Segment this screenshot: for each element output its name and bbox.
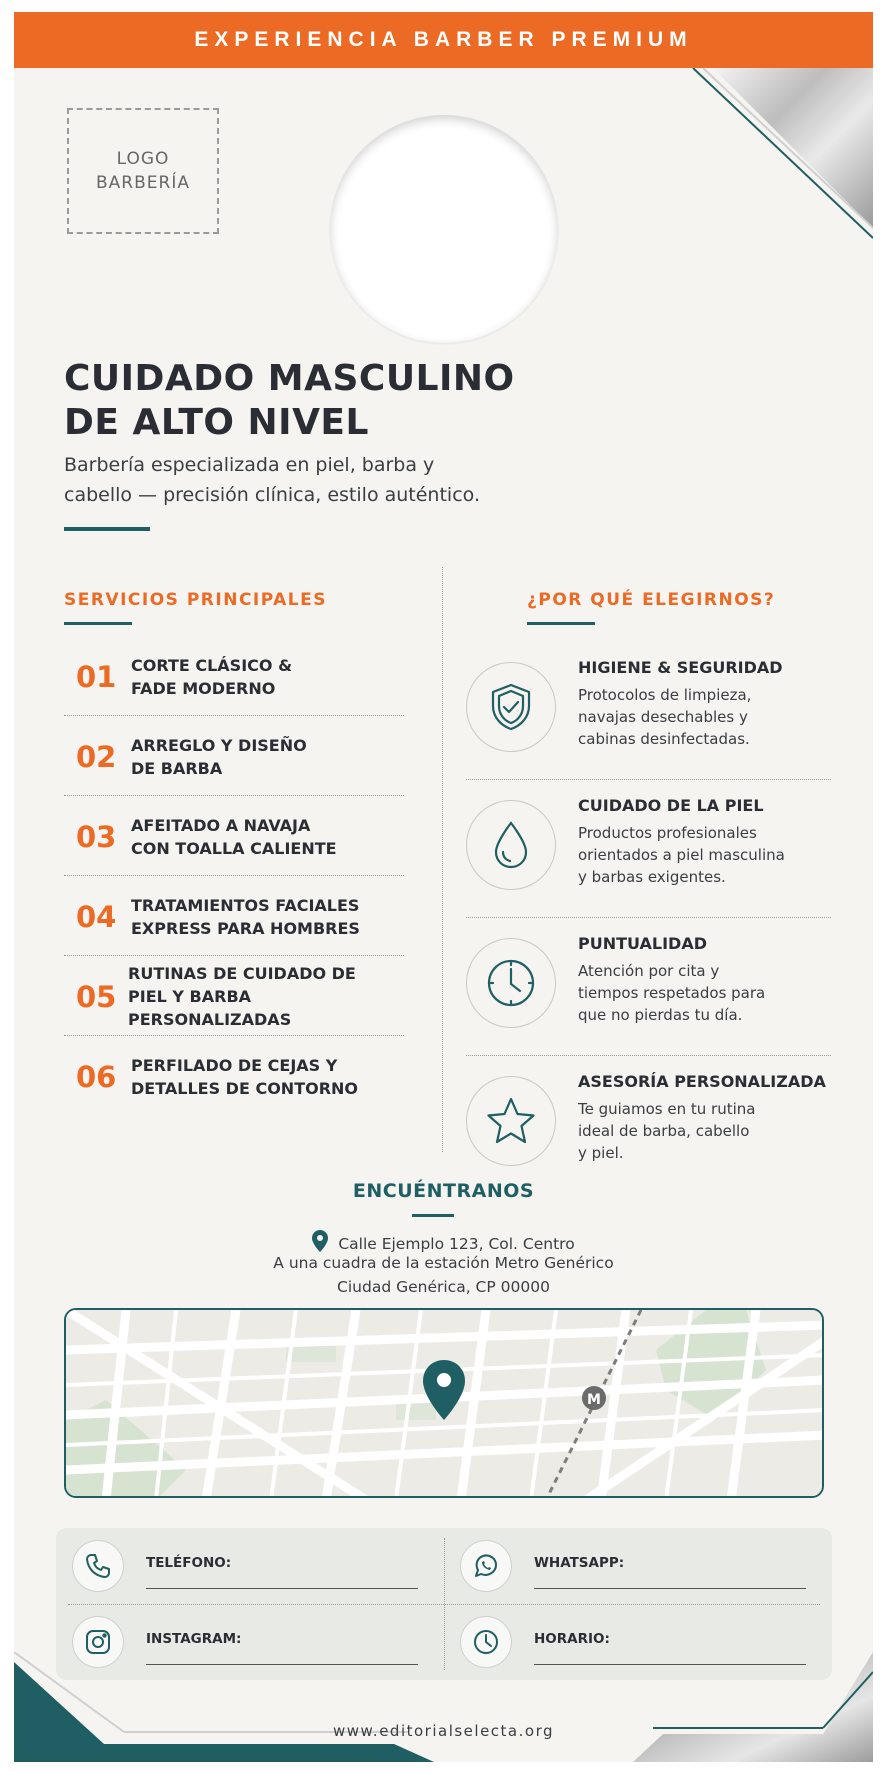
whatsapp-write-line xyxy=(534,1588,806,1589)
whatsapp-icon xyxy=(460,1540,512,1592)
service-line: RUTINAS DE CUIDADO DE xyxy=(128,964,356,983)
why-item-hygiene xyxy=(466,642,831,780)
phone-icon xyxy=(72,1540,124,1592)
why-item-advice xyxy=(466,1056,831,1194)
door-hanger-card xyxy=(14,12,873,1762)
service-label xyxy=(131,734,307,780)
why-desc-line: Productos profesionales xyxy=(578,824,757,842)
service-number: 03 xyxy=(76,819,117,854)
why-desc-line: navajas desechables y xyxy=(578,708,748,726)
top-banner: EXPERIENCIA BARBER PREMIUM xyxy=(14,12,873,68)
map-graphic xyxy=(66,1310,824,1498)
corner-metal-decoration xyxy=(633,1652,873,1762)
subtitle xyxy=(64,450,524,510)
why-title: ¿POR QUÉ ELEGIRNOS? xyxy=(527,590,776,610)
service-number: 01 xyxy=(76,659,117,694)
why-item-desc xyxy=(578,684,828,750)
why-desc-line: ideal de barba, cabello xyxy=(578,1122,750,1140)
address-line-1 xyxy=(14,1230,873,1253)
service-number: 05 xyxy=(76,979,117,1014)
why-item-title: PUNTUALIDAD xyxy=(578,934,707,953)
why-desc-line: tiempos respetados para xyxy=(578,984,766,1002)
clock-icon xyxy=(460,1616,512,1668)
service-label xyxy=(131,814,337,860)
why-desc-line: Atención por cita y xyxy=(578,962,720,980)
service-label xyxy=(131,654,292,700)
headline-line-2: DE ALTO NIVEL xyxy=(64,402,369,443)
service-line: FADE MODERNO xyxy=(131,678,276,698)
service-number: 06 xyxy=(76,1060,117,1094)
corner-metal-decoration xyxy=(673,68,873,248)
clock-icon xyxy=(466,938,556,1028)
service-label xyxy=(128,962,404,1031)
service-line: AFEITADO A NAVAJA xyxy=(131,815,311,835)
title-underline xyxy=(64,527,150,531)
hours-label: HORARIO: xyxy=(534,1631,610,1647)
location-pin-icon xyxy=(312,1230,328,1252)
address-street: Calle Ejemplo 123, Col. Centro xyxy=(338,1235,575,1253)
service-line: CON TOALLA CALIENTE xyxy=(131,838,337,858)
phone-write-line xyxy=(146,1588,418,1589)
service-line: EXPRESS PARA HOMBRES xyxy=(131,918,360,938)
why-desc-line: y barbas exigentes. xyxy=(578,868,726,886)
why-item-title: HIGIENE & SEGURIDAD xyxy=(578,658,783,677)
service-item xyxy=(64,878,404,956)
why-desc-line: que no pierdas tu día. xyxy=(578,1006,743,1024)
door-hanger-hole xyxy=(330,115,558,343)
why-item-skin xyxy=(466,780,831,918)
headline-line-1: CUIDADO MASCULINO xyxy=(64,358,515,399)
address-line-2: A una cuadra de la estación Metro Genérico xyxy=(273,1254,614,1272)
service-item xyxy=(64,798,404,876)
service-line: PIEL Y BARBA PERSONALIZADAS xyxy=(128,987,292,1029)
why-item-desc xyxy=(578,960,828,1026)
why-item-punctuality xyxy=(466,918,831,1056)
star-icon xyxy=(466,1076,556,1166)
logo-line-1: LOGO xyxy=(116,149,170,169)
corner-teal-decoration xyxy=(14,1652,434,1762)
service-line: ARREGLO Y DISEÑO xyxy=(131,735,307,755)
service-line: DE BARBA xyxy=(131,758,223,778)
service-number: 04 xyxy=(76,899,117,934)
why-desc-line: cabinas desinfectadas. xyxy=(578,730,750,748)
service-line: CORTE CLÁSICO & xyxy=(131,655,293,675)
droplet-icon xyxy=(466,800,556,890)
location-underline xyxy=(412,1214,454,1217)
instagram-label: INSTAGRAM: xyxy=(146,1631,242,1647)
why-desc-line: Te guiamos en tu rutina xyxy=(578,1100,756,1118)
why-item-title: CUIDADO DE LA PIEL xyxy=(578,796,764,815)
services-underline xyxy=(64,622,132,625)
service-label xyxy=(131,894,360,940)
logo-placeholder xyxy=(67,108,219,234)
subtitle-line-1: Barbería especializada en piel, barba y xyxy=(64,454,435,476)
service-line: PERFILADO DE CEJAS Y xyxy=(131,1056,338,1075)
subtitle-line-2: cabello — precisión clínica, estilo auténtico. xyxy=(64,484,480,506)
whatsapp-label: WHATSAPP: xyxy=(534,1555,625,1571)
why-desc-line: orientados a piel masculina xyxy=(578,846,785,864)
service-number: 02 xyxy=(76,739,117,774)
services-title: SERVICIOS PRINCIPALES xyxy=(64,590,327,610)
why-desc-line: Protocolos de limpieza, xyxy=(578,686,752,704)
service-item xyxy=(64,718,404,796)
metro-marker: M xyxy=(587,1392,601,1408)
address-line-3: Ciudad Genérica, CP 00000 xyxy=(337,1278,550,1296)
why-desc-line: y piel. xyxy=(578,1144,624,1162)
contact-phone xyxy=(56,1528,444,1604)
service-line: DETALLES DE CONTORNO xyxy=(131,1079,359,1098)
contact-whatsapp xyxy=(444,1528,832,1604)
location-title: ENCUÉNTRANOS xyxy=(352,1180,535,1202)
location-map[interactable] xyxy=(64,1308,824,1498)
service-item xyxy=(64,1038,404,1116)
shield-check-icon xyxy=(466,662,556,752)
service-line: TRATAMIENTOS FACIALES xyxy=(131,895,360,915)
logo-line-2: BARBERÍA xyxy=(96,173,190,193)
why-item-desc xyxy=(578,1098,828,1164)
service-item xyxy=(64,638,404,716)
footer-url[interactable]: www.editorialselecta.org xyxy=(333,1722,554,1740)
why-underline xyxy=(527,622,595,625)
service-label xyxy=(131,1054,358,1100)
page-title xyxy=(64,357,584,445)
why-item-title: ASESORÍA PERSONALIZADA xyxy=(578,1072,826,1091)
why-item-desc xyxy=(578,822,828,888)
phone-label: TELÉFONO: xyxy=(146,1555,232,1571)
column-divider xyxy=(442,567,443,1152)
service-item xyxy=(64,958,404,1036)
